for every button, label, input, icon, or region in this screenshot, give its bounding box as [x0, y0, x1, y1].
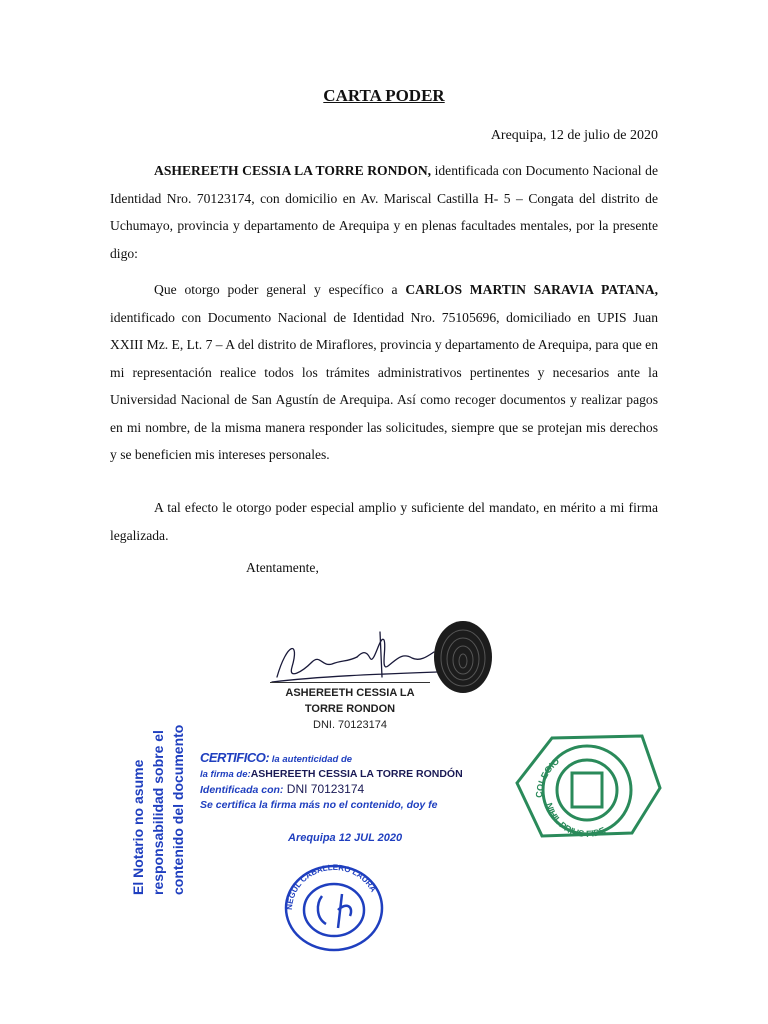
notary-round-seal: [280, 862, 388, 952]
id-value: DNI 70123174: [283, 782, 365, 796]
cert-note: Se certifica la firma más no el contenido, doy fe: [200, 799, 438, 811]
seal-text-top: COLEGIO: [533, 755, 562, 799]
grantor-name: ASHEREETH CESSIA LA TORRE RONDON,: [154, 163, 432, 178]
salutation: Atentamente,: [246, 560, 319, 575]
college-seal: [512, 728, 662, 843]
signature-block: [270, 685, 430, 733]
vertical-stamp-line-2: responsabilidad sobre el: [150, 730, 166, 895]
round-seal-text: NEGUL CABALLERO LAURA: [284, 862, 378, 911]
grantee-name: CARLOS MARTIN SARAVIA PATANA,: [405, 282, 659, 297]
document-date: Arequipa, 12 de julio de 2020: [490, 128, 658, 143]
firma-label: la firma de:: [200, 769, 251, 780]
paragraph-2: [110, 276, 658, 469]
cert-rest: la autenticidad de: [269, 754, 353, 765]
cert-date: Arequipa 12 JUL 2020: [288, 832, 403, 844]
signer-name-line2: TORRE RONDON: [304, 703, 396, 715]
paragraph-2-lead: Que otorgo poder general y específico a: [154, 282, 406, 297]
id-label: Identificada con:: [200, 784, 284, 796]
paragraph-1-text: identificada con Documento Nacional de Identidad Nro. 70123174, con domicilio en Av. Mariscal Castilla H- 5 – Congata del distrito de Uchumayo, provincia y departamento de Arequipa y en plenas facultades mentales, por la presente digo:: [110, 163, 658, 261]
firma-name: ASHEREETH CESSIA LA TORRE RONDÓN: [250, 768, 463, 780]
vertical-notary-stamp: [130, 724, 190, 895]
vertical-stamp-line-1: El Notario no asume: [130, 759, 146, 895]
paragraph-2-text: identificado con Documento Nacional de Identidad Nro. 75105696, domiciliado en UPIS Juan XXIII Mz. E, Lt. 7 – A del distrito de Miraflores, provincia y departamento de Arequipa, para que en mi representación realice todos los trámites administrativos pertinentes y necesarios ante la Universidad Nacional de San Agustín de Arequipa. Así como recoger documentos y realizar pagos en mi nombre, de la misma manera responder las solicitudes, siempre que se protejan mis derechos y se beneficien mis intereses personales.: [110, 309, 658, 462]
paragraph-3: A tal efecto le otorgo poder especial amplio y suficiente del mandato, en mérito a mi firma legalizada.: [110, 500, 658, 543]
seal-text-bottom: NIHIL PRIUS FIDE: [543, 801, 607, 839]
notary-certification: [200, 750, 500, 813]
signer-dni: DNI. 70123174: [313, 719, 387, 731]
paragraph-1: [110, 157, 658, 267]
vertical-stamp-line-3: contenido del documento: [170, 724, 186, 895]
document-title: CARTA PODER: [323, 86, 445, 105]
signature-line: [270, 682, 430, 683]
cert-word: CERTIFICO:: [200, 750, 270, 765]
signer-name-line1: ASHEREETH CESSIA LA: [285, 687, 415, 699]
fingerprint-icon: [430, 618, 496, 696]
